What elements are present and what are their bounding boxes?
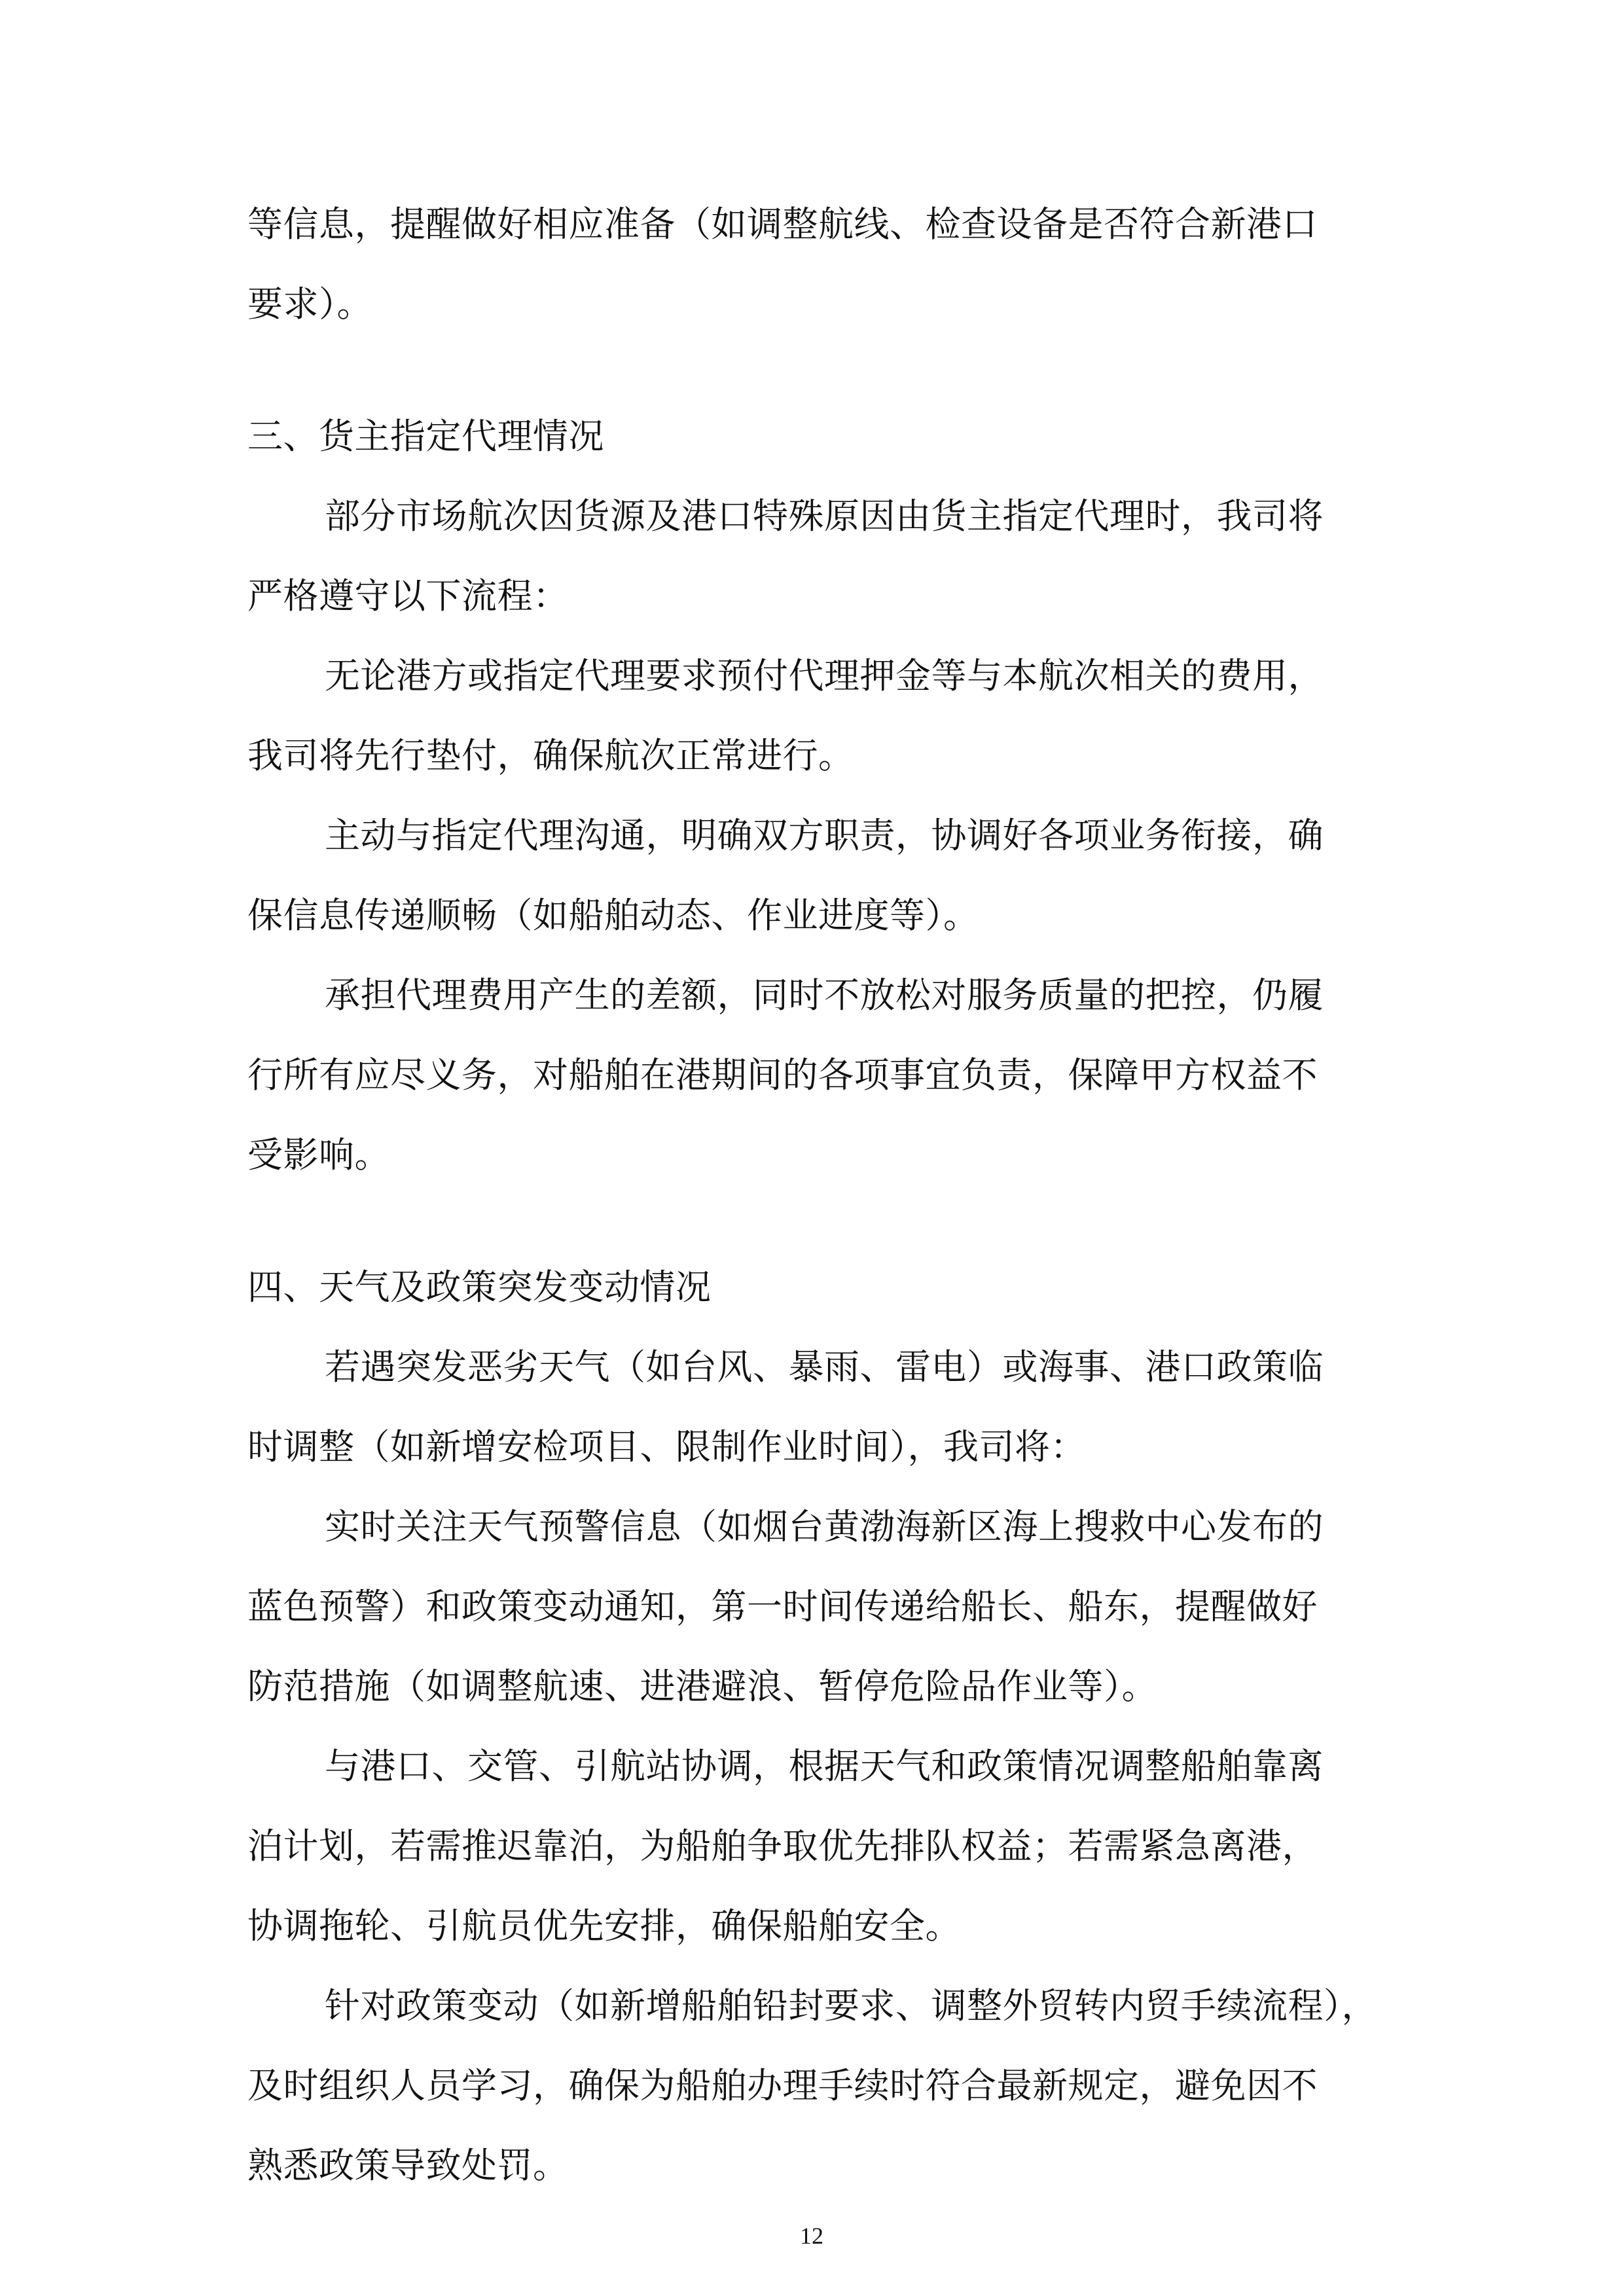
paragraph-line: 针对政策变动（如新增船舶铅封要求、调整外贸转内贸手续流程）， [325, 1985, 1377, 2026]
paragraph-line: 时调整（如新增安检项目、限制作业时间），我司将： [247, 1426, 1086, 1467]
page-number: 12 [800, 2223, 823, 2249]
paragraph-line: 及时组织人员学习，确保为船舶办理手续时符合最新规定，避免因不 [247, 2065, 1318, 2106]
paragraph-line: 主动与指定代理沟通，明确双方职责，协调好各项业务衔接，确 [325, 815, 1324, 856]
body-line-continuation: 等信息，提醒做好相应准备（如调整航线、检查设备是否符合新港口 [247, 204, 1318, 245]
paragraph-line: 受影响。 [247, 1134, 390, 1175]
paragraph-line: 协调拖轮、引航员优先安排，确保船舶安全。 [247, 1905, 961, 1946]
paragraph-line: 实时关注天气预警信息（如烟台黄渤海新区海上搜救中心发布的 [325, 1506, 1324, 1547]
paragraph-line: 部分市场航次因货源及港口特殊原因由货主指定代理时，我司将 [325, 495, 1324, 537]
paragraph-line: 严格遵守以下流程： [247, 575, 569, 617]
paragraph-line: 熟悉政策导致处罚。 [247, 2145, 569, 2186]
section-heading-4: 四、天气及政策突发变动情况 [247, 1266, 712, 1308]
paragraph-line: 我司将先行垫付，确保航次正常进行。 [247, 735, 854, 776]
paragraph-line: 承担代理费用产生的差额，同时不放松对服务质量的把控，仍履 [325, 975, 1324, 1016]
paragraph-line: 若遇突发恶劣天气（如台风、暴雨、雷电）或海事、港口政策临 [325, 1346, 1324, 1388]
paragraph-line: 蓝色预警）和政策变动通知，第一时间传递给船长、船东，提醒做好 [247, 1586, 1318, 1627]
paragraph-line: 防范措施（如调整航速、进港避浪、暂停危险品作业等）。 [247, 1666, 1157, 1707]
section-heading-3: 三、货主指定代理情况 [247, 416, 604, 457]
body-line-continuation: 要求）。 [247, 283, 372, 325]
paragraph-line: 保信息传递顺畅（如船舶动态、作业进度等）。 [247, 895, 979, 936]
paragraph-line: 行所有应尽义务，对船舶在港期间的各项事宜负责，保障甲方权益不 [247, 1054, 1318, 1096]
paragraph-line: 与港口、交管、引航站协调，根据天气和政策情况调整船舶靠离 [325, 1746, 1324, 1787]
paragraph-line: 无论港方或指定代理要求预付代理押金等与本航次相关的费用， [325, 655, 1324, 696]
paragraph-line: 泊计划，若需推迟靠泊，为船舶争取优先排队权益；若需紧急离港， [247, 1825, 1318, 1867]
